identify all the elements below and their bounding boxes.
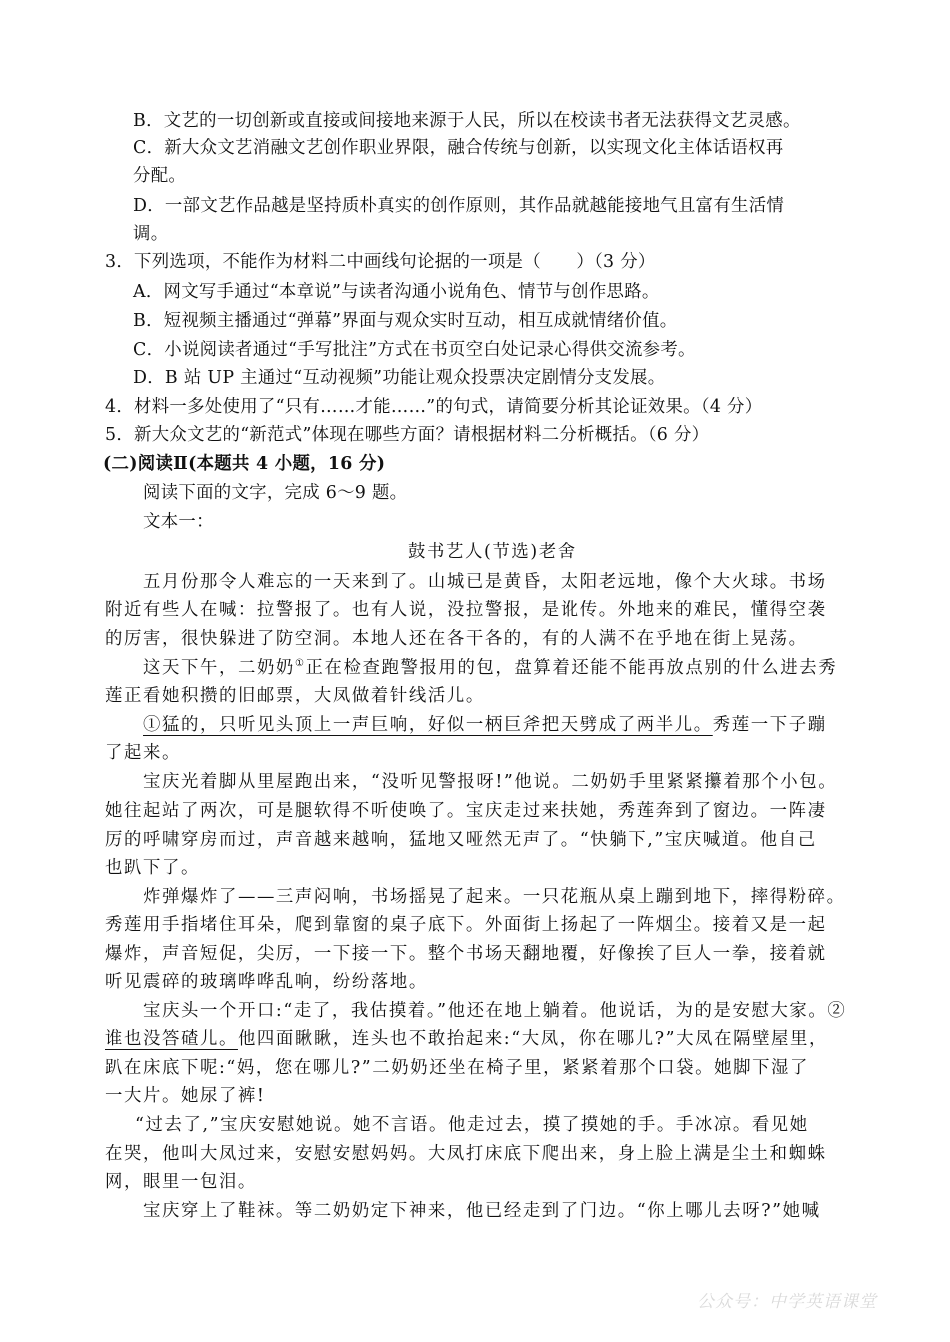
- option-3a: A．网文写手通过“本章说”与读者沟通小说角色、情节与创作思路。: [133, 282, 660, 302]
- story-title: 鼓书艺人(节选)老舍: [408, 542, 577, 562]
- text-label: 文本一：: [143, 512, 214, 532]
- option-3d: D．B 站 UP 主通过“互动视频”功能让观众投票决定剧情分支发展。: [133, 368, 666, 388]
- story-paragraph-line: 莲正看她积攒的旧邮票，大凤做着针线活儿。: [105, 686, 485, 706]
- story-paragraph-line: 的厉害，很快躲进了防空洞。本地人还在各干各的，有的人满不在乎地在街上晃荡。: [105, 629, 808, 649]
- story-paragraph-line: 秀莲用手指堵住耳朵，爬到靠窗的桌子底下。外面街上扬起了一阵烟尘。接着又是一起: [105, 915, 827, 935]
- story-paragraph-line: 也趴下了。: [105, 858, 200, 878]
- option-3c: C．小说阅读者通过“手写批注”方式在书页空白处记录心得供交流参考。: [133, 340, 696, 360]
- question-4: 4．材料一多处使用了“只有……才能……”的句式，请简要分析其论证效果。（4 分）: [105, 397, 763, 417]
- story-paragraph-line: 这天下午，二奶奶①正在检查跑警报用的包，盘算着还能不能再放点别的什么进去秀: [143, 658, 838, 678]
- story-paragraph-line: 趴在床底下呢:“妈，您在哪儿?”二奶奶还坐在椅子里，紧紧着那个口袋。她脚下湿了: [105, 1058, 810, 1078]
- story-paragraph-line: 一大片。她尿了裤!: [105, 1086, 266, 1106]
- option-3b: B．短视频主播通过“弹幕”界面与观众实时互动，相互成就情绪价值。: [133, 311, 678, 331]
- option-2c-line1: C．新大众文艺消融文艺创作职业界限，融合传统与创新，以实现文化主体话语权再: [133, 138, 784, 158]
- story-paragraph-line: 她往起站了两次，可是腿软得不听使唤了。宝庆走过来扶她，秀莲奔到了窗边。一阵凄: [105, 801, 827, 821]
- story-paragraph-line: 谁也没答碴儿。他四面瞅瞅，连头也不敢抬起来:“大凤，你在哪儿?”大凤在隔壁屋里，: [105, 1029, 829, 1049]
- section-heading: (二)阅读Ⅱ(本题共 4 小题，16 分): [103, 454, 386, 474]
- underlined-sentence-1: ①猛的，只听见头顶上一声巨响，好似一柄巨斧把天劈成了两半儿。: [143, 715, 713, 735]
- story-paragraph-line: ①猛的，只听见头顶上一声巨响，好似一柄巨斧把天劈成了两半儿。秀莲一下子蹦: [143, 715, 827, 735]
- story-paragraph-line: 网，眼里一包泪。: [105, 1172, 257, 1192]
- story-paragraph-line: 宝庆光着脚从里屋跑出来，“没听见警报呀!”他说。二奶奶手里紧紧攥着那个小包。: [143, 772, 838, 792]
- story-paragraph-line: 五月份那令人难忘的一天来到了。山城已是黄昏，太阳老远地，像个大火球。书场: [143, 572, 827, 592]
- story-paragraph-line: 宝庆穿上了鞋袜。等二奶奶定下神来，他已经走到了门边。“你上哪儿去呀?”她喊: [143, 1201, 821, 1221]
- question-5: 5．新大众文艺的“新范式”体现在哪些方面？请根据材料二分析概括。（6 分）: [105, 425, 710, 445]
- story-paragraph-line: 炸弹爆炸了——三声闷响，书场摇晃了起来。一只花瓶从桌上蹦到地下，摔得粉碎。: [143, 887, 846, 907]
- reading-instruction: 阅读下面的文字，完成 6～9 题。: [143, 483, 408, 503]
- story-paragraph-line: 听见震碎的玻璃哗哗乱响，纷纷落地。: [105, 972, 428, 992]
- underlined-sentence-2: 谁也没答碴儿。: [105, 1029, 238, 1049]
- story-paragraph-line: 附近有些人在喊：拉警报了。也有人说，没拉警报，是讹传。外地来的难民，懂得空袭: [105, 600, 827, 620]
- option-2d-line2: 调。: [133, 224, 169, 244]
- watermark: 公众号：中学英语课堂: [697, 1292, 877, 1312]
- story-paragraph-line: 了起来。: [105, 743, 181, 763]
- footnote-marker: ①: [294, 658, 306, 669]
- story-paragraph-line: 在哭，他叫大凤过来，安慰安慰妈妈。大凤打床底下爬出来，身上脸上满是尘土和蜘蛛: [105, 1144, 827, 1164]
- option-2b: B．文艺的一切创新或直接或间接地来源于人民，所以在校读书者无法获得文艺灵感。: [133, 111, 801, 131]
- story-paragraph-line: 爆炸，声音短促，尖厉，一下接一下。整个书场天翻地覆，好像挨了巨人一拳，接着就: [105, 944, 827, 964]
- story-paragraph-line: “过去了,”宝庆安慰她说。她不言语。他走过去，摸了摸她的手。手冰凉。看见她: [135, 1115, 809, 1135]
- option-2c-line2: 分配。: [133, 166, 187, 186]
- story-paragraph-line: 宝庆头一个开口:“走了，我估摸着。”他还在地上躺着。他说话，为的是安慰大家。②: [143, 1001, 847, 1021]
- story-paragraph-line: 厉的呼啸穿房而过，声音越来越响，猛地又哑然无声了。“快躺下,”宝庆喊道。他自己: [105, 830, 817, 850]
- question-3-stem: 3．下列选项，不能作为材料二中画线句论据的一项是（ ）（3 分）: [105, 252, 656, 272]
- option-2d-line1: D．一部文艺作品越是坚持质朴真实的创作原则，其作品就越能接地气且富有生活情: [133, 196, 785, 216]
